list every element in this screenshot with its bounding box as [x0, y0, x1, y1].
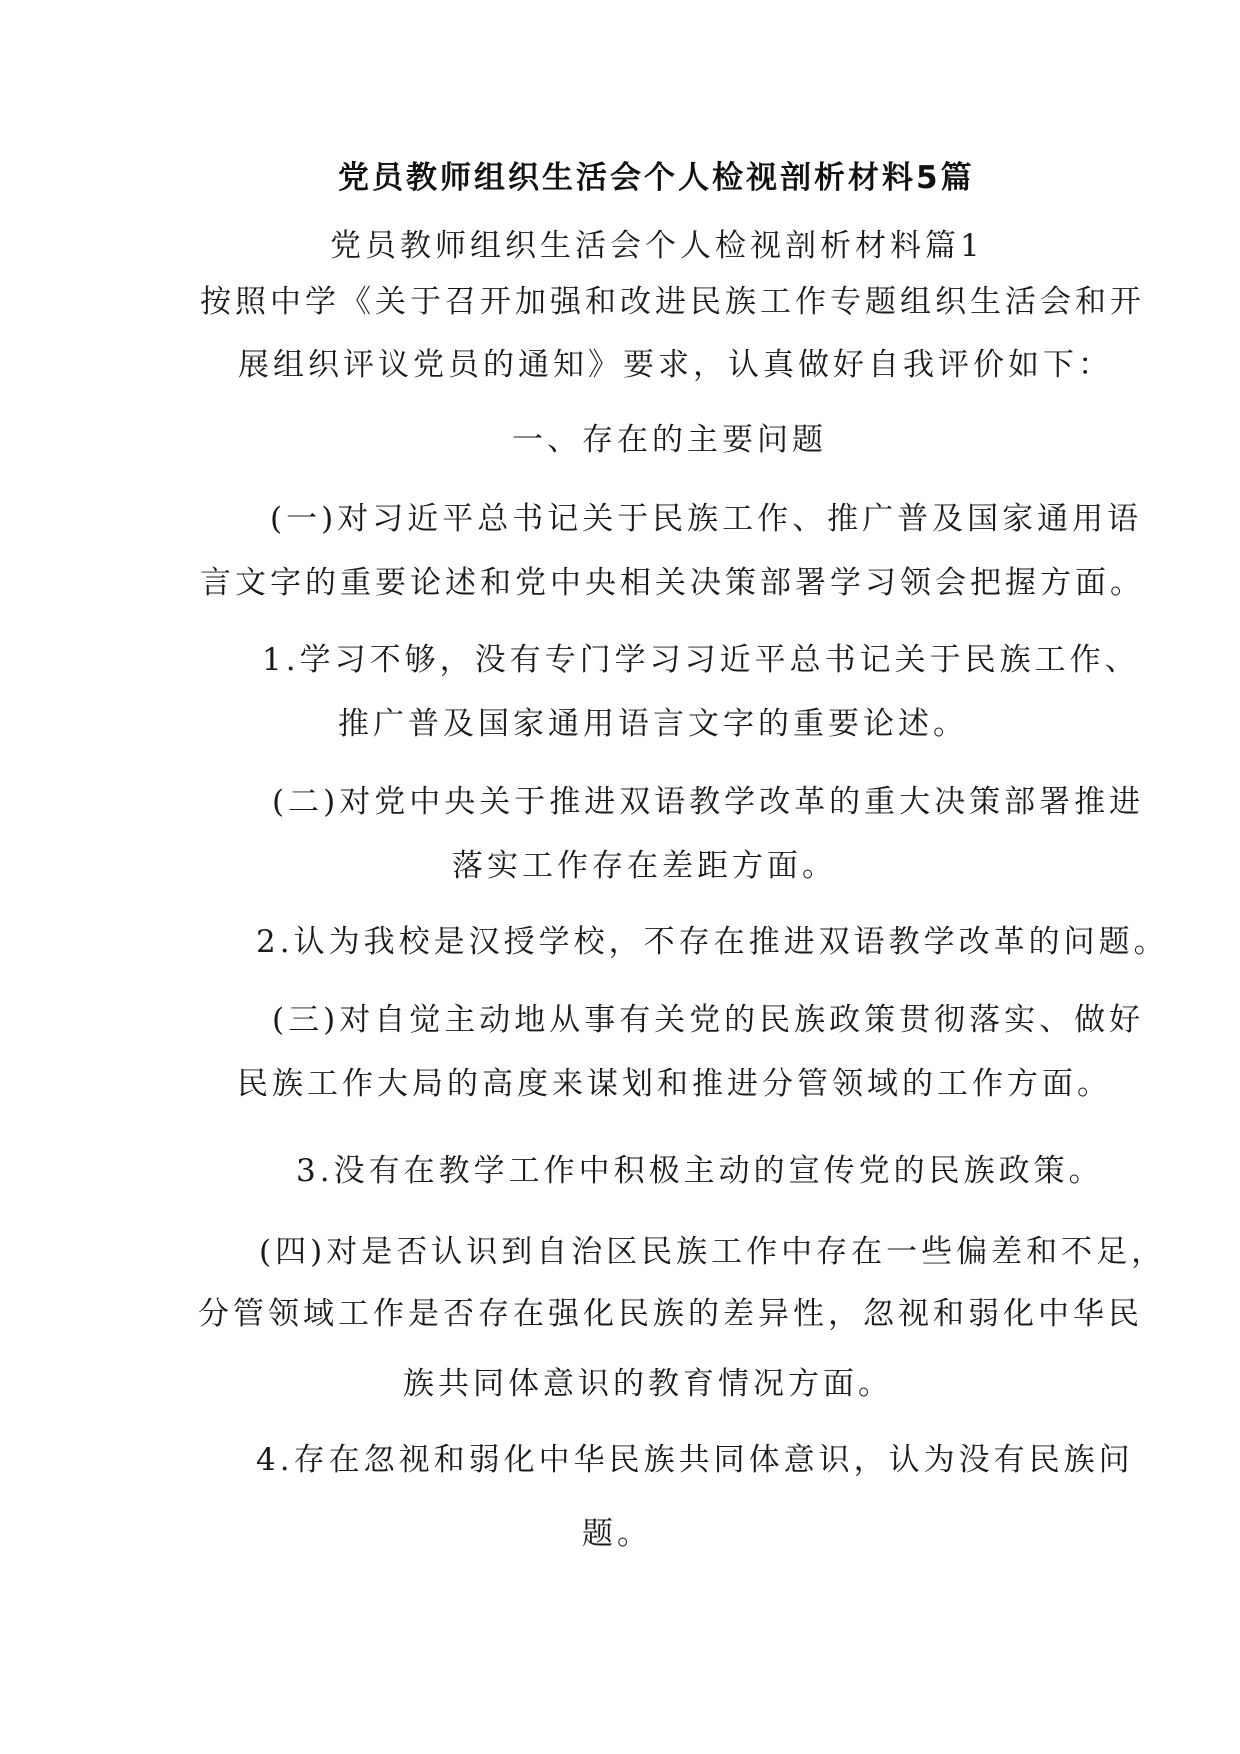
item-2-line-2: 落实工作存在差距方面。 — [452, 848, 837, 884]
item-2-line-1: (二)对党中央关于推进双语教学改革的重大决策部署推进 — [272, 784, 1145, 820]
point-4-line-1: 4.存在忽视和弱化中华民族共同体意识，认为没有民族问 — [256, 1442, 1134, 1478]
document-title: 党员教师组织生活会个人检视剖析材料5篇 — [338, 160, 975, 196]
item-3-line-1: (三)对自觉主动地从事有关党的民族政策贯彻落实、做好 — [272, 1002, 1145, 1038]
document-subtitle: 党员教师组织生活会个人检视剖析材料篇1 — [330, 228, 984, 264]
point-1-line-2: 推广普及国家通用语言文字的重要论述。 — [338, 706, 968, 742]
item-4-line-3: 族共同体意识的教育情况方面。 — [403, 1366, 893, 1402]
point-2: 2.认为我校是汉授学校，不存在推进双语教学改革的问题。 — [256, 924, 1169, 960]
point-3: 3.没有在教学工作中积极主动的宣传党的民族政策。 — [296, 1153, 1104, 1189]
item-4-line-2: 分管领域工作是否存在强化民族的差异性，忽视和弱化中华民 — [198, 1296, 1143, 1332]
point-4-line-2: 题。 — [582, 1516, 652, 1552]
point-1-line-1: 1.学习不够，没有专门学习习近平总书记关于民族工作、 — [262, 642, 1140, 678]
item-1-line-1: (一)对习近平总书记关于民族工作、推广普及国家通用语 — [270, 501, 1143, 537]
intro-line-2: 展组织评议党员的通知》要求，认真做好自我评价如下： — [238, 347, 1113, 383]
intro-line-1: 按照中学《关于召开加强和改进民族工作专题组织生活会和开 — [200, 284, 1145, 320]
item-3-line-2: 民族工作大局的高度来谋划和推进分管领域的工作方面。 — [237, 1066, 1112, 1102]
item-1-line-2: 言文字的重要论述和党中央相关决策部署学习领会把握方面。 — [200, 565, 1145, 601]
item-4-line-1: (四)对是否认识到自治区民族工作中存在一些偏差和不足， — [259, 1234, 1167, 1270]
section-heading: 一、存在的主要问题 — [512, 422, 827, 458]
